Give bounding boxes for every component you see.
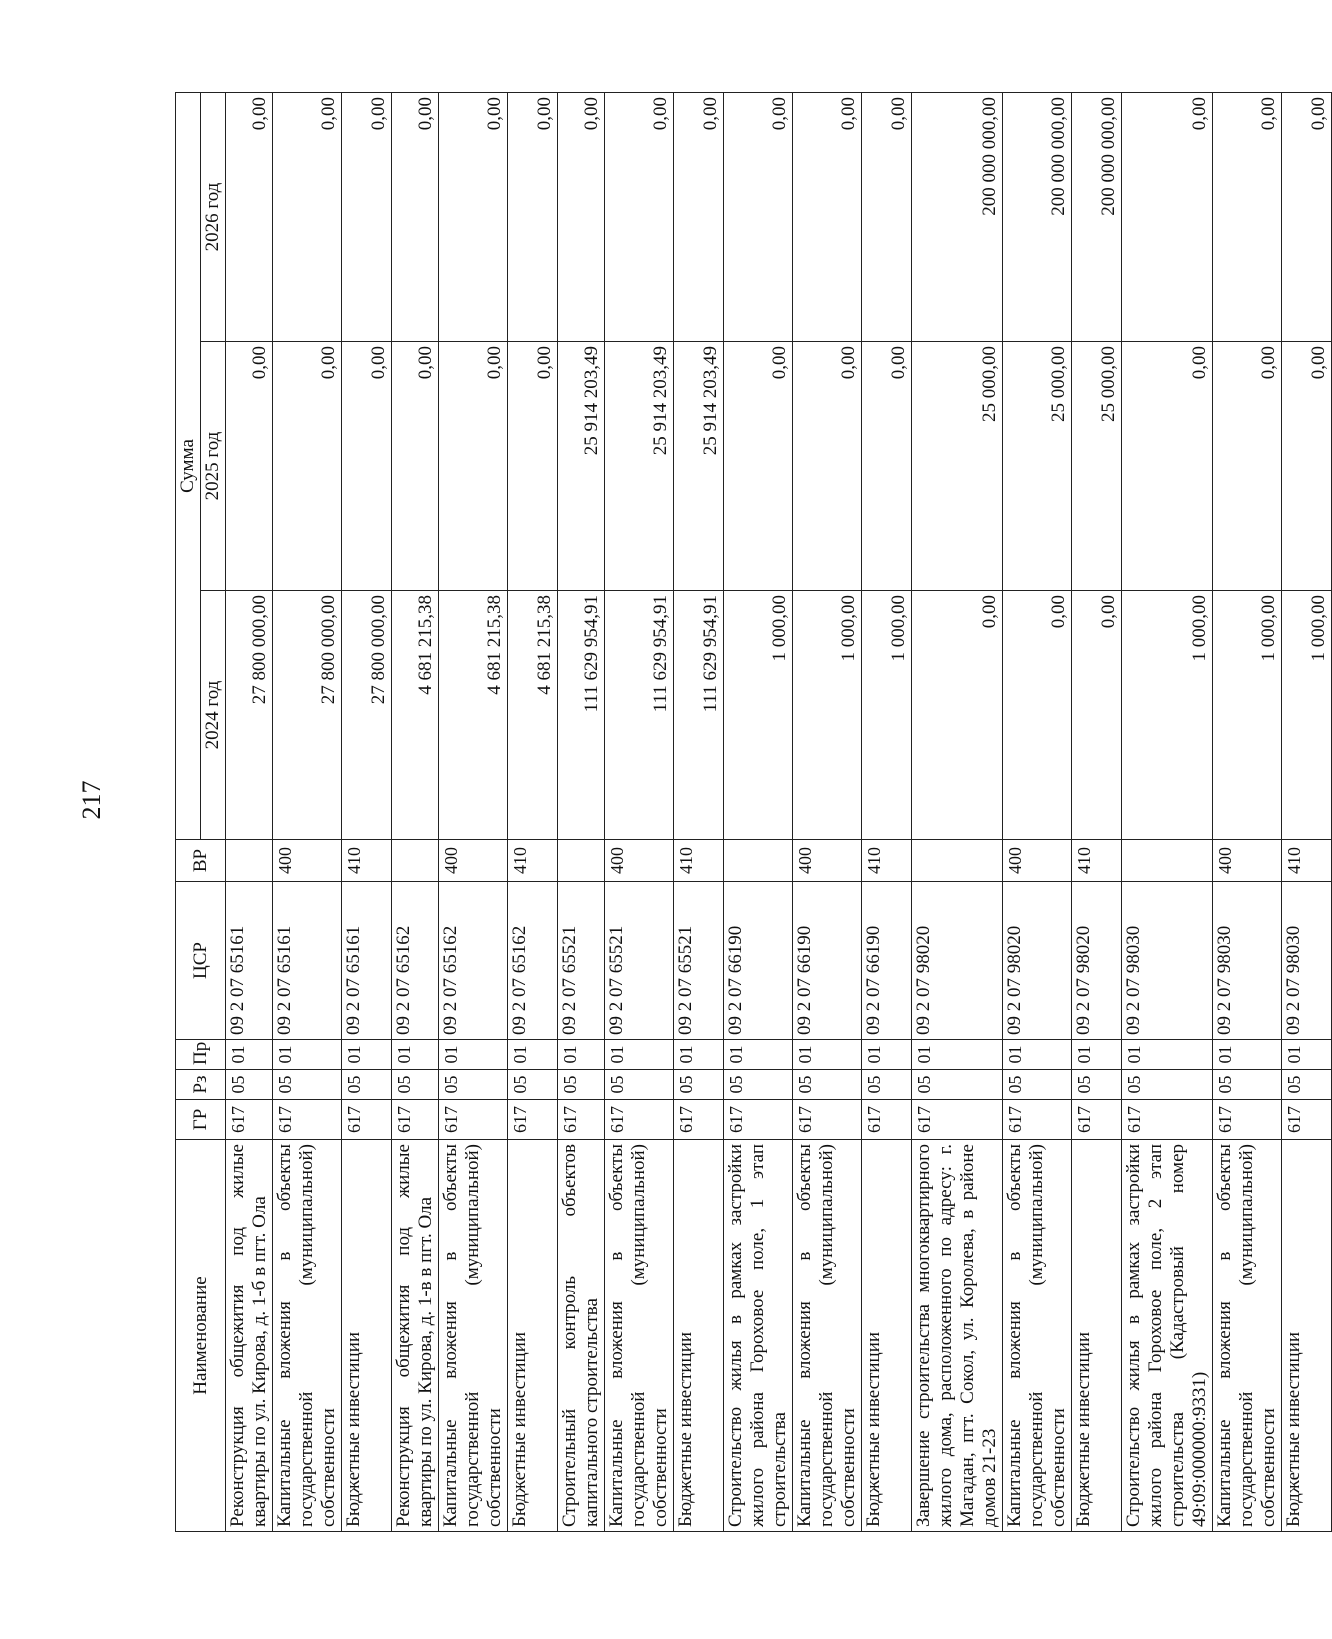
- row-amount-2024: 0,00: [912, 591, 1003, 840]
- row-amount-2025: 25 914 203,49: [605, 342, 674, 591]
- row-name: Бюджетные инвестиции: [1282, 1140, 1332, 1532]
- row-pr: 01: [674, 1040, 724, 1070]
- row-csr: 09 2 07 65161: [273, 882, 342, 1040]
- header-csr: ЦСР: [176, 882, 226, 1040]
- table-row: [342, 93, 392, 1532]
- table-row: [226, 93, 273, 1532]
- table-row: [912, 93, 1003, 1532]
- row-amount-2025: 25 000,00: [1072, 342, 1122, 591]
- row-vr: 410: [1282, 840, 1332, 882]
- table-row: [439, 93, 508, 1532]
- row-name: Капитальные вложения в объекты государственной (муниципальной) собственности: [1213, 1140, 1282, 1532]
- row-vr: 400: [1213, 840, 1282, 882]
- row-rz: 05: [273, 1070, 342, 1100]
- row-amount-2024: 1 000,00: [793, 591, 862, 840]
- row-pr: 01: [1122, 1040, 1213, 1070]
- row-csr: 09 2 07 98020: [1003, 882, 1072, 1040]
- row-amount-2024: 1 000,00: [1213, 591, 1282, 840]
- row-gr: 617: [1003, 1100, 1072, 1140]
- row-amount-2026: 0,00: [508, 93, 558, 342]
- row-rz: 05: [226, 1070, 273, 1100]
- row-amount-2025: 0,00: [793, 342, 862, 591]
- row-pr: 01: [862, 1040, 912, 1070]
- row-name: Реконструкция общежития под жилые квартиры по ул. Кирова, д. 1-б в пгт. Ола: [226, 1140, 273, 1532]
- row-name: Капитальные вложения в объекты государственной (муниципальной) собственности: [605, 1140, 674, 1532]
- table-row: [392, 93, 439, 1532]
- row-name: Бюджетные инвестиции: [342, 1140, 392, 1532]
- row-gr: 617: [1282, 1100, 1332, 1140]
- row-rz: 05: [912, 1070, 1003, 1100]
- row-gr: 617: [439, 1100, 508, 1140]
- row-name: Завершение строительства многоквартирного жилого дома, расположенного по адресу: г. Магадан, пгт. Сокол, ул. Королева, в районе домов 21-23: [912, 1140, 1003, 1532]
- row-name: Строительство жилья в рамках застройки жилого района Гороховое поле, 1 этап строительства: [724, 1140, 793, 1532]
- row-name: Бюджетные инвестиции: [674, 1140, 724, 1532]
- row-amount-2026: 200 000 000,00: [1003, 93, 1072, 342]
- row-csr: 09 2 07 65161: [342, 882, 392, 1040]
- row-amount-2024: 27 800 000,00: [342, 591, 392, 840]
- row-gr: 617: [605, 1100, 674, 1140]
- row-amount-2026: 0,00: [1122, 93, 1213, 342]
- row-rz: 05: [605, 1070, 674, 1100]
- table-row: [724, 93, 793, 1532]
- row-rz: 05: [342, 1070, 392, 1100]
- row-csr: 09 2 07 65162: [439, 882, 508, 1040]
- row-vr: 410: [1072, 840, 1122, 882]
- row-name: Капитальные вложения в объекты государственной (муниципальной) собственности: [273, 1140, 342, 1532]
- row-amount-2025: 0,00: [273, 342, 342, 591]
- row-gr: 617: [1213, 1100, 1282, 1140]
- row-amount-2025: 25 000,00: [1003, 342, 1072, 591]
- row-amount-2026: 0,00: [226, 93, 273, 342]
- row-csr: 09 2 07 98020: [912, 882, 1003, 1040]
- row-amount-2026: 0,00: [1282, 93, 1332, 342]
- row-amount-2025: 0,00: [724, 342, 793, 591]
- row-pr: 01: [724, 1040, 793, 1070]
- row-amount-2024: 0,00: [1003, 591, 1072, 840]
- row-vr: 400: [605, 840, 674, 882]
- row-name: Капитальные вложения в объекты государственной (муниципальной) собственности: [793, 1140, 862, 1532]
- row-name: Строительство жилья в рамках застройки жилого района Гороховое поле, 2 этап строительства (Кадастровый номер 49:09:000000:9331): [1122, 1140, 1213, 1532]
- row-amount-2024: 27 800 000,00: [226, 591, 273, 840]
- row-name: Строительный контроль объектов капитального строительства: [558, 1140, 605, 1532]
- row-rz: 05: [1003, 1070, 1072, 1100]
- row-gr: 617: [674, 1100, 724, 1140]
- row-name: Капитальные вложения в объекты государственной (муниципальной) собственности: [439, 1140, 508, 1532]
- row-rz: 05: [1213, 1070, 1282, 1100]
- row-csr: 09 2 07 98030: [1282, 882, 1332, 1040]
- row-rz: 05: [793, 1070, 862, 1100]
- row-csr: 09 2 07 65162: [508, 882, 558, 1040]
- row-vr: [912, 840, 1003, 882]
- row-csr: 09 2 07 66190: [724, 882, 793, 1040]
- row-amount-2024: 4 681 215,38: [439, 591, 508, 840]
- row-amount-2025: 25 914 203,49: [674, 342, 724, 591]
- row-csr: 09 2 07 98030: [1213, 882, 1282, 1040]
- header-pr: Пр: [176, 1040, 226, 1070]
- row-rz: 05: [558, 1070, 605, 1100]
- header-gr: ГР: [176, 1100, 226, 1140]
- row-amount-2025: 0,00: [1213, 342, 1282, 591]
- row-pr: 01: [912, 1040, 1003, 1070]
- row-amount-2024: 1 000,00: [862, 591, 912, 840]
- row-vr: 410: [862, 840, 912, 882]
- row-gr: 617: [273, 1100, 342, 1140]
- table-row: [793, 93, 862, 1532]
- row-amount-2025: 0,00: [392, 342, 439, 591]
- row-csr: 09 2 07 65162: [392, 882, 439, 1040]
- row-pr: 01: [1003, 1040, 1072, 1070]
- row-pr: 01: [793, 1040, 862, 1070]
- row-pr: 01: [1213, 1040, 1282, 1070]
- row-rz: 05: [724, 1070, 793, 1100]
- row-pr: 01: [226, 1040, 273, 1070]
- row-amount-2024: 4 681 215,38: [508, 591, 558, 840]
- table-row: [674, 93, 724, 1532]
- row-gr: 617: [724, 1100, 793, 1140]
- header-row-top: [176, 93, 201, 1532]
- row-vr: [392, 840, 439, 882]
- row-vr: [724, 840, 793, 882]
- row-amount-2025: 0,00: [1282, 342, 1332, 591]
- row-gr: 617: [1072, 1100, 1122, 1140]
- row-gr: 617: [1122, 1100, 1213, 1140]
- row-csr: 09 2 07 65161: [226, 882, 273, 1040]
- row-amount-2025: 25 000,00: [912, 342, 1003, 591]
- row-vr: 400: [1003, 840, 1072, 882]
- table-row: [1282, 93, 1332, 1532]
- row-rz: 05: [674, 1070, 724, 1100]
- row-amount-2026: 0,00: [605, 93, 674, 342]
- row-amount-2024: 1 000,00: [1282, 591, 1332, 840]
- row-amount-2025: 0,00: [508, 342, 558, 591]
- row-rz: 05: [508, 1070, 558, 1100]
- table-body: [226, 93, 1332, 1532]
- row-amount-2026: 0,00: [1213, 93, 1282, 342]
- row-amount-2024: 1 000,00: [1122, 591, 1213, 840]
- row-amount-2026: 0,00: [724, 93, 793, 342]
- table-row: [605, 93, 674, 1532]
- row-csr: 09 2 07 65521: [558, 882, 605, 1040]
- header-vr: ВР: [176, 840, 226, 882]
- row-amount-2026: 0,00: [273, 93, 342, 342]
- row-gr: 617: [558, 1100, 605, 1140]
- row-gr: 617: [226, 1100, 273, 1140]
- table-row: [1003, 93, 1072, 1532]
- row-pr: 01: [1072, 1040, 1122, 1070]
- table-row: [1072, 93, 1122, 1532]
- header-year-2026: 2026 год: [201, 93, 226, 342]
- row-vr: 400: [439, 840, 508, 882]
- row-vr: [226, 840, 273, 882]
- row-vr: 400: [793, 840, 862, 882]
- row-amount-2024: 1 000,00: [724, 591, 793, 840]
- row-amount-2026: 0,00: [342, 93, 392, 342]
- row-csr: 09 2 07 66190: [862, 882, 912, 1040]
- table-row: [1122, 93, 1213, 1532]
- row-name: Реконструкция общежития под жилые квартиры по ул. Кирова, д. 1-в в пгт. Ола: [392, 1140, 439, 1532]
- row-csr: 09 2 07 66190: [793, 882, 862, 1040]
- row-amount-2026: 0,00: [862, 93, 912, 342]
- row-name: Бюджетные инвестиции: [1072, 1140, 1122, 1532]
- row-csr: 09 2 07 65521: [674, 882, 724, 1040]
- row-rz: 05: [392, 1070, 439, 1100]
- row-pr: 01: [439, 1040, 508, 1070]
- row-amount-2024: 27 800 000,00: [273, 591, 342, 840]
- row-gr: 617: [912, 1100, 1003, 1140]
- row-pr: 01: [558, 1040, 605, 1070]
- row-pr: 01: [605, 1040, 674, 1070]
- row-amount-2025: 0,00: [226, 342, 273, 591]
- row-amount-2026: 0,00: [674, 93, 724, 342]
- row-amount-2025: 0,00: [439, 342, 508, 591]
- row-pr: 01: [392, 1040, 439, 1070]
- row-amount-2026: 200 000 000,00: [912, 93, 1003, 342]
- table-row: [1213, 93, 1282, 1532]
- row-name: Бюджетные инвестиции: [508, 1140, 558, 1532]
- row-gr: 617: [392, 1100, 439, 1140]
- row-csr: 09 2 07 98030: [1122, 882, 1213, 1040]
- rotated-table-container: [175, 92, 1329, 1532]
- row-amount-2025: 0,00: [1122, 342, 1213, 591]
- row-amount-2025: 0,00: [342, 342, 392, 591]
- row-vr: 410: [508, 840, 558, 882]
- row-vr: [1122, 840, 1213, 882]
- table-row: [508, 93, 558, 1532]
- row-amount-2026: 0,00: [392, 93, 439, 342]
- row-vr: 400: [273, 840, 342, 882]
- row-amount-2026: 0,00: [439, 93, 508, 342]
- row-amount-2026: 0,00: [793, 93, 862, 342]
- row-vr: [558, 840, 605, 882]
- row-amount-2024: 0,00: [1072, 591, 1122, 840]
- row-rz: 05: [1072, 1070, 1122, 1100]
- row-amount-2026: 200 000 000,00: [1072, 93, 1122, 342]
- table-row: [273, 93, 342, 1532]
- row-pr: 01: [273, 1040, 342, 1070]
- row-gr: 617: [793, 1100, 862, 1140]
- row-rz: 05: [862, 1070, 912, 1100]
- row-name: Бюджетные инвестиции: [862, 1140, 912, 1532]
- row-rz: 05: [439, 1070, 508, 1100]
- header-year-2025: 2025 год: [201, 342, 226, 591]
- row-csr: 09 2 07 65521: [605, 882, 674, 1040]
- row-amount-2024: 111 629 954,91: [605, 591, 674, 840]
- header-name: Наименование: [176, 1140, 226, 1532]
- row-amount-2025: 25 914 203,49: [558, 342, 605, 591]
- header-year-2024: 2024 год: [201, 591, 226, 840]
- page-number: 217: [77, 780, 106, 820]
- row-gr: 617: [508, 1100, 558, 1140]
- table-row: [862, 93, 912, 1532]
- row-csr: 09 2 07 98020: [1072, 882, 1122, 1040]
- row-pr: 01: [342, 1040, 392, 1070]
- row-gr: 617: [862, 1100, 912, 1140]
- row-amount-2024: 111 629 954,91: [674, 591, 724, 840]
- row-amount-2024: 111 629 954,91: [558, 591, 605, 840]
- row-rz: 05: [1282, 1070, 1332, 1100]
- row-vr: 410: [342, 840, 392, 882]
- row-pr: 01: [508, 1040, 558, 1070]
- header-sum: Сумма: [176, 93, 201, 840]
- table-row: [558, 93, 605, 1532]
- row-amount-2024: 4 681 215,38: [392, 591, 439, 840]
- row-pr: 01: [1282, 1040, 1332, 1070]
- row-amount-2026: 0,00: [558, 93, 605, 342]
- row-amount-2025: 0,00: [862, 342, 912, 591]
- header-rz: Рз: [176, 1070, 226, 1100]
- row-rz: 05: [1122, 1070, 1213, 1100]
- row-gr: 617: [342, 1100, 392, 1140]
- row-name: Капитальные вложения в объекты государственной (муниципальной) собственности: [1003, 1140, 1072, 1532]
- row-vr: 410: [674, 840, 724, 882]
- budget-table: [175, 92, 1332, 1532]
